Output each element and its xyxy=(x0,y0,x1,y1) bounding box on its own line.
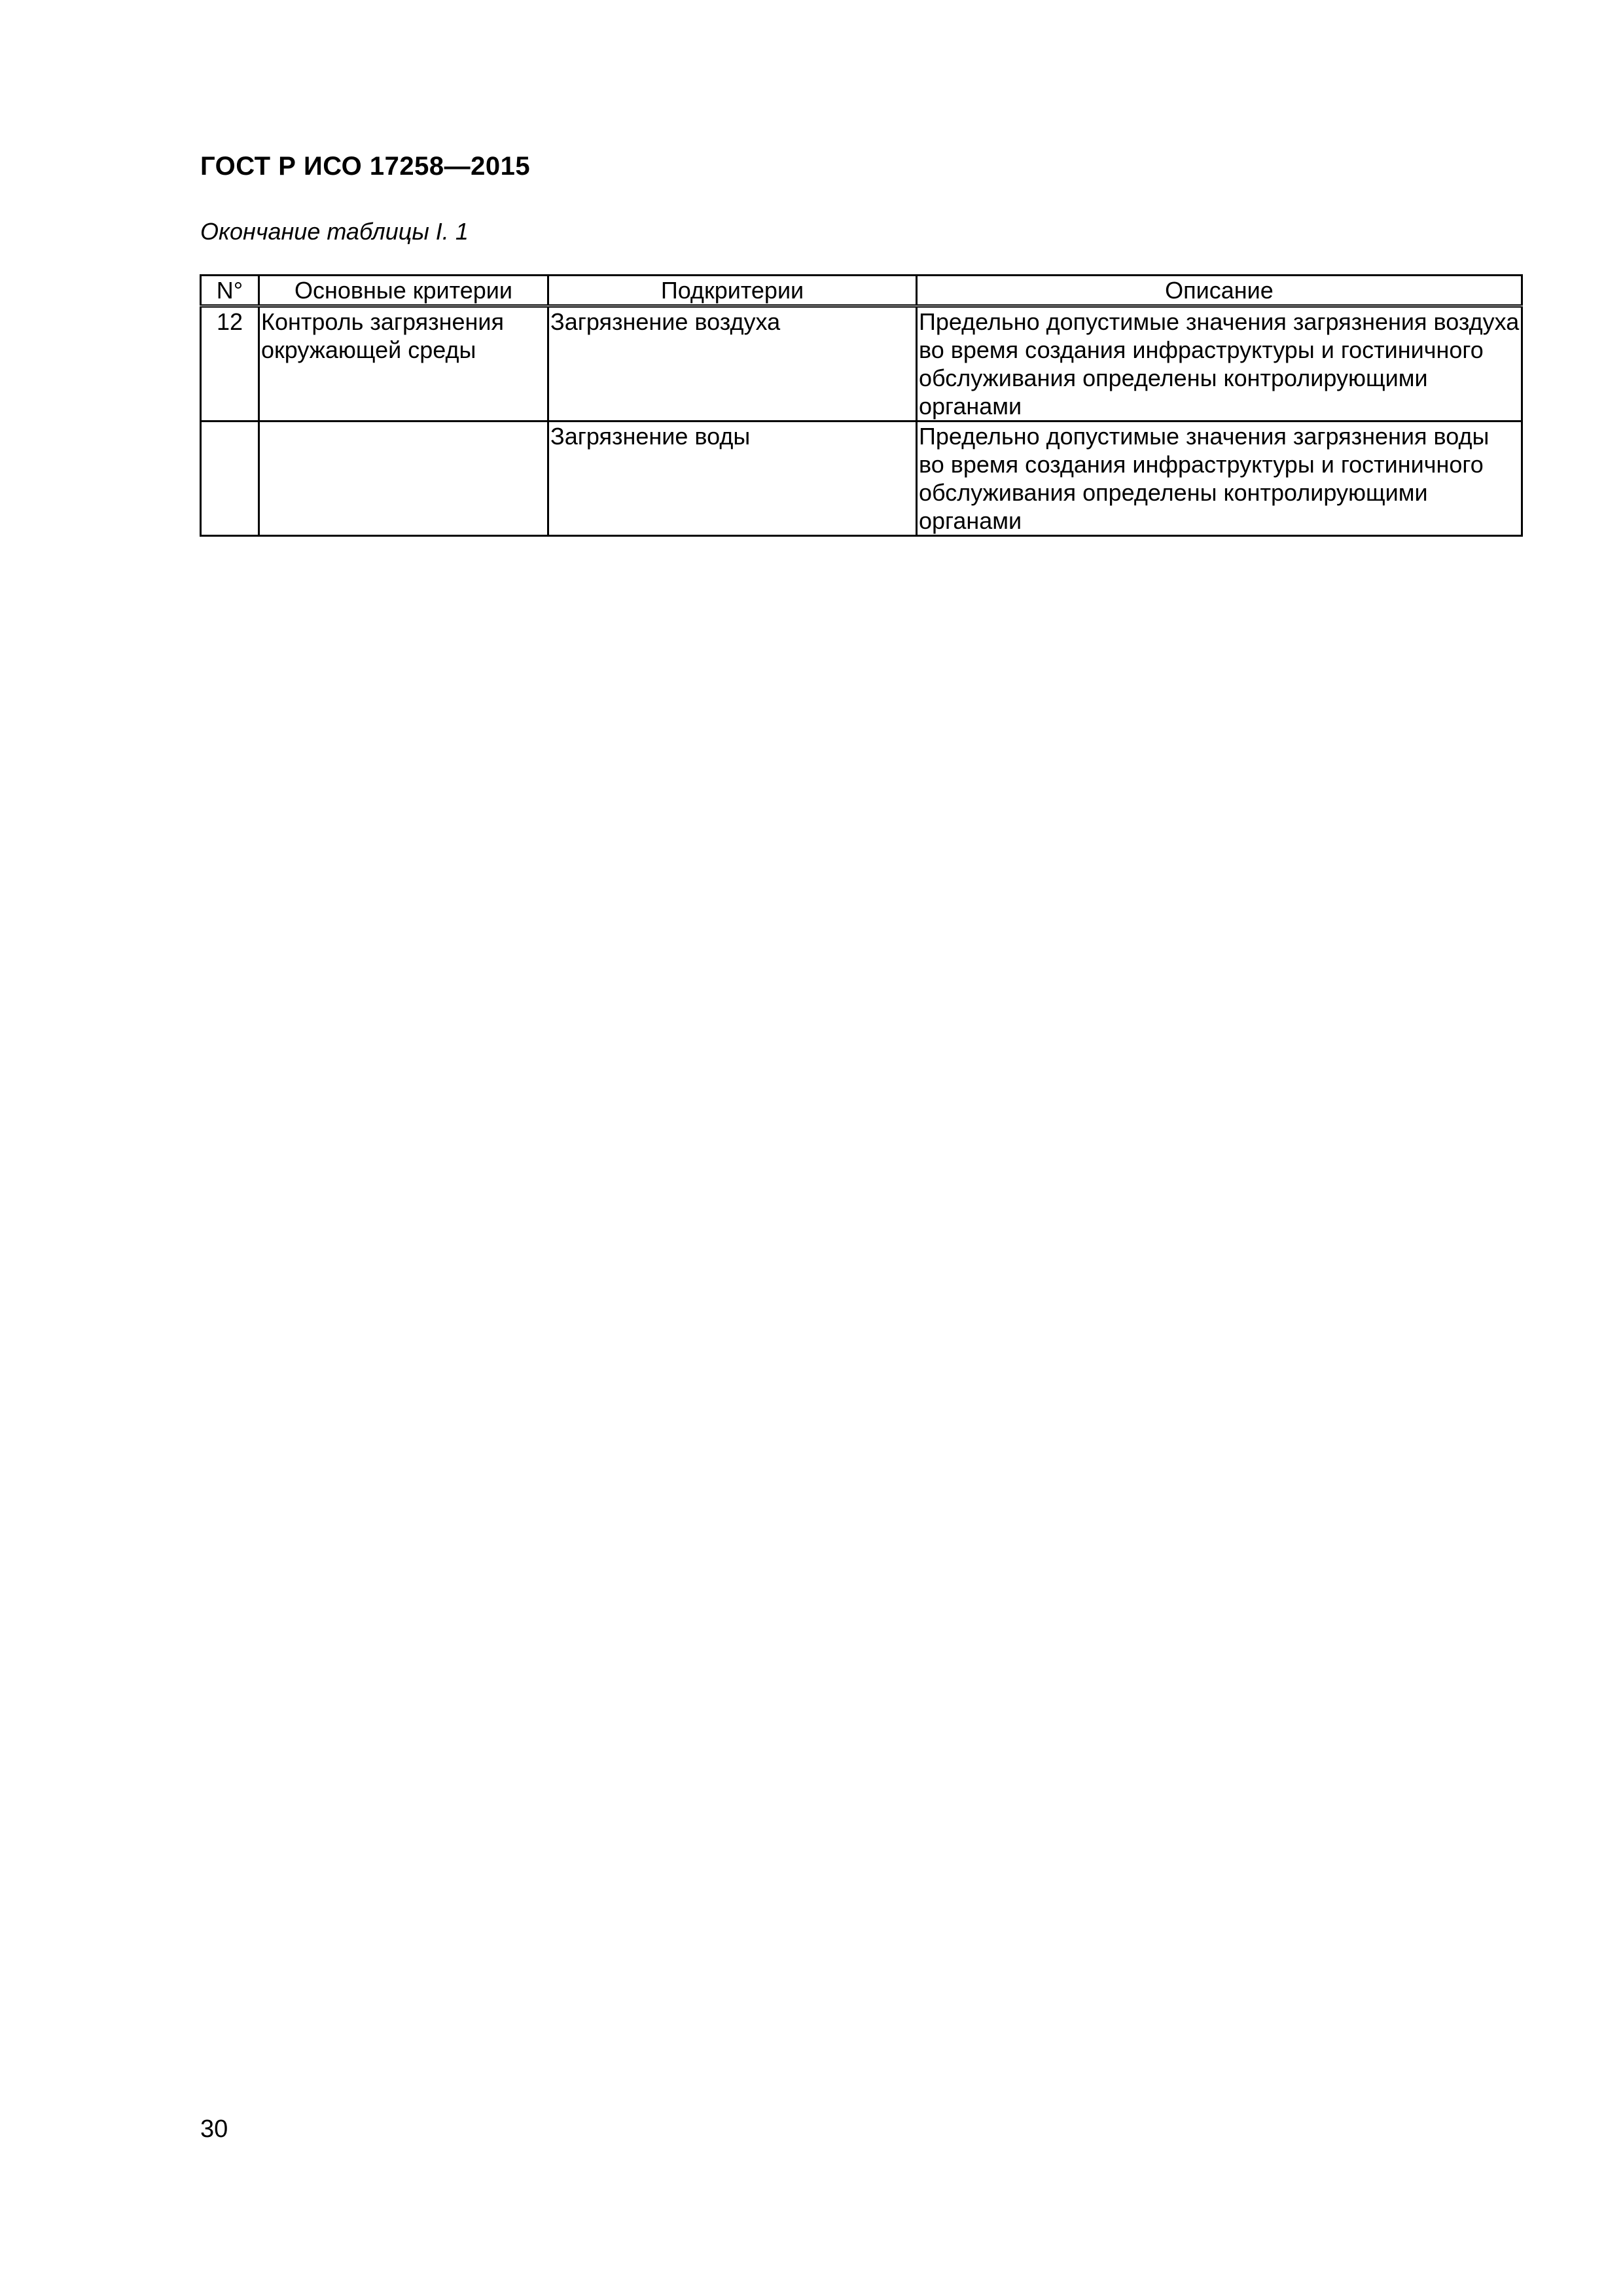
column-header-number: N° xyxy=(201,276,259,306)
column-header-description: Описание xyxy=(917,276,1522,306)
cell-subcriterion: Загрязнение воды xyxy=(548,422,917,536)
table-caption: Окончание таблицы I. 1 xyxy=(200,218,469,245)
table-row xyxy=(201,422,1522,536)
criteria-table xyxy=(200,274,1523,537)
column-header-main-criteria: Основные критерии xyxy=(259,276,548,306)
document-header: ГОСТ Р ИСО 17258—2015 xyxy=(200,152,531,181)
page-number: 30 xyxy=(200,2115,228,2143)
table-row xyxy=(201,306,1522,422)
cell-description: Предельно допустимые значения загрязнения воды во время создания инфраструктуры и гостиничного обслуживания определены контролирующими органами xyxy=(917,422,1522,536)
table-header-row xyxy=(201,276,1522,306)
cell-number: 12 xyxy=(201,306,259,422)
cell-number xyxy=(201,422,259,536)
cell-subcriterion: Загрязнение воздуха xyxy=(548,306,917,422)
column-header-subcriteria: Подкритерии xyxy=(548,276,917,306)
cell-main-criterion: Контроль загрязнения окружающей среды xyxy=(259,306,548,422)
cell-description: Предельно допустимые значения загрязнения воздуха во время создания инфраструктуры и гостиничного обслуживания определены контролирующими органами xyxy=(917,306,1522,422)
cell-main-criterion xyxy=(259,422,548,536)
